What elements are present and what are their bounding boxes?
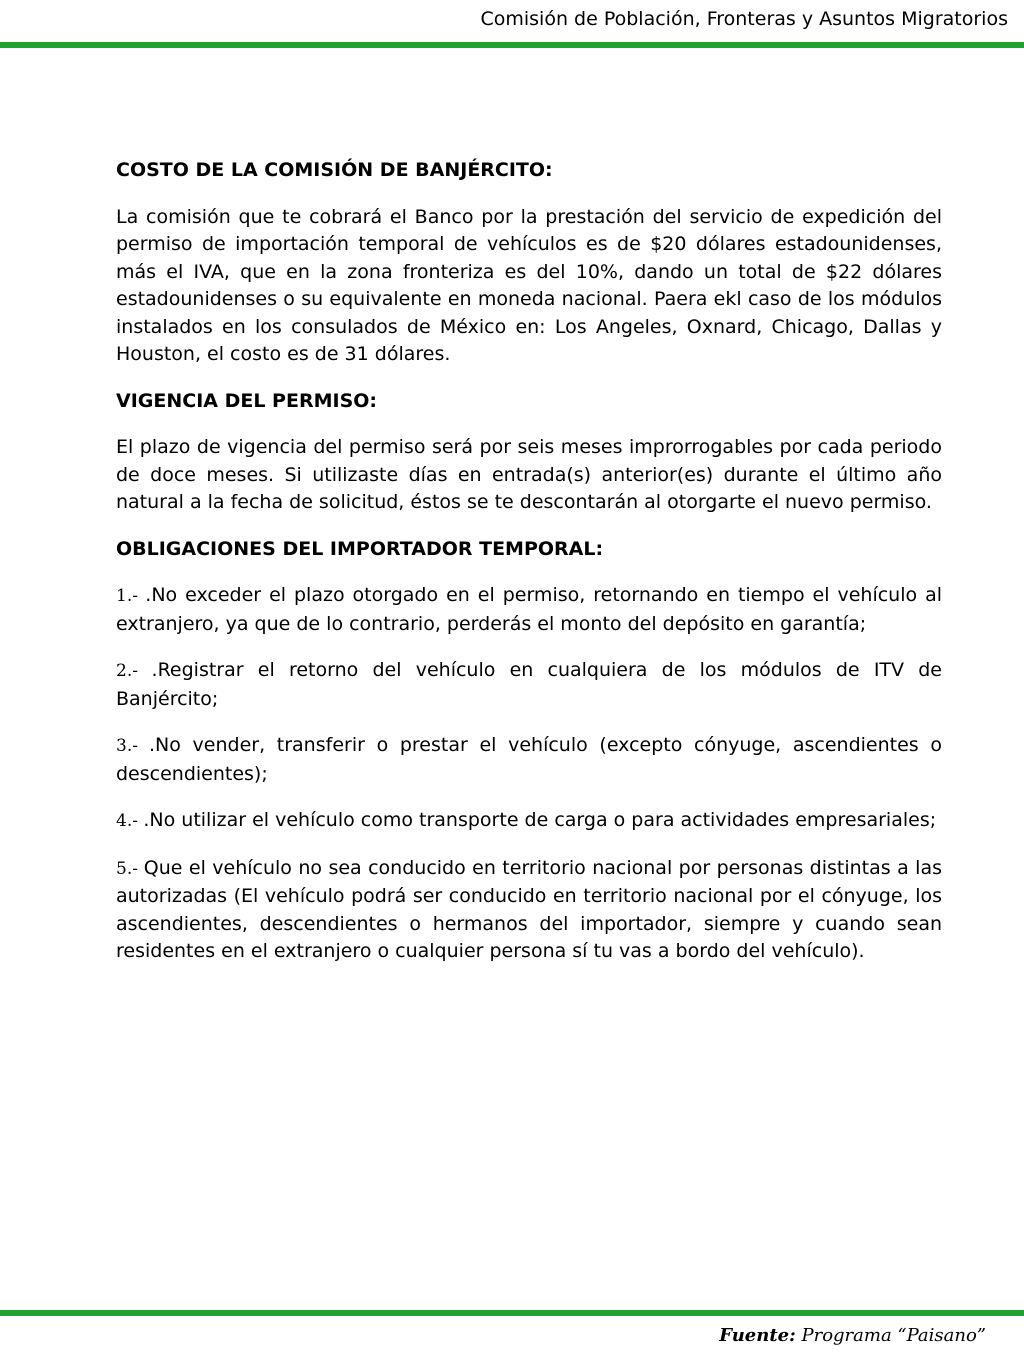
obligation-text: .No utilizar el vehículo como transporte de carga o para actividades empresariales; (143, 809, 937, 831)
obligation-text: .No vender, transferir o prestar el vehículo (excepto cónyuge, ascendientes o descendientes); (116, 734, 942, 785)
obligation-number: 5.- (116, 858, 144, 879)
obligation-number: 4.- (116, 811, 144, 831)
obligation-item (116, 657, 942, 713)
obligation-text: .No exceder el plazo otorgado en el permiso, retornando en tiempo el vehículo al extranjero, ya que de lo contrario, perderás el monto del depósito en garantía; (116, 584, 942, 635)
document-body (116, 157, 942, 985)
section-body-vigencia: El plazo de vigencia del permiso será por seis meses improrrogables por cada periodo de doce meses. Si utilizaste días en entrada(s) anterior(es) durante el último año natural a la fecha de solicitud, éstos se te descontarán al otorgarte el nuevo permiso. (116, 436, 942, 513)
obligation-number: 2.- (116, 661, 152, 681)
footer-source (719, 1325, 986, 1346)
bottom-green-rule (0, 1310, 1024, 1316)
page-header-title: Comisión de Población, Fronteras y Asuntos Migratorios (480, 8, 1008, 30)
section-heading-costo: COSTO DE LA COMISIÓN DE BANJÉRCITO: (116, 159, 553, 181)
footer-source-label: Fuente: (719, 1325, 796, 1346)
obligation-item (116, 855, 942, 966)
section-heading-obligaciones: OBLIGACIONES DEL IMPORTADOR TEMPORAL: (116, 537, 604, 560)
obligation-number: 1.- (116, 586, 146, 606)
obligation-number: 3.- (116, 736, 149, 756)
section-heading-vigencia: VIGENCIA DEL PERMISO: (116, 389, 377, 412)
footer-source-text: Programa “Paisano” (795, 1325, 986, 1346)
obligation-text: .Registrar el retorno del vehículo en cualquiera de los módulos de ITV de Banjército; (116, 659, 942, 710)
obligation-item (116, 807, 942, 836)
section-body-costo: La comisión que te cobrará el Banco por la prestación del servicio de expedición del permiso de importación temporal de vehículos es de $20 dólares estadounidenses, más el IVA, que en la zona fronteriza es del 10%, dando un total de $22 dólares estadounidenses o su equivalente en moneda nacional. Paera ekl caso de los módulos instalados en los consulados de México en: Los Angeles, Oxnard, Chicago, Dallas y Houston, el costo es de 31 dólares. (116, 205, 942, 365)
obligation-item (116, 732, 942, 788)
obligation-item (116, 582, 942, 638)
obligation-text: Que el vehículo no sea conducido en territorio nacional por personas distintas a las autorizadas (El vehículo podrá ser conducido en territorio nacional por el cónyuge, los ascendientes, descendientes o hermanos del importador, siempre y cuando sean residentes en el extranjero o cualquier persona sí tu vas a bordo del vehículo). (116, 856, 942, 962)
top-green-rule (0, 42, 1024, 48)
